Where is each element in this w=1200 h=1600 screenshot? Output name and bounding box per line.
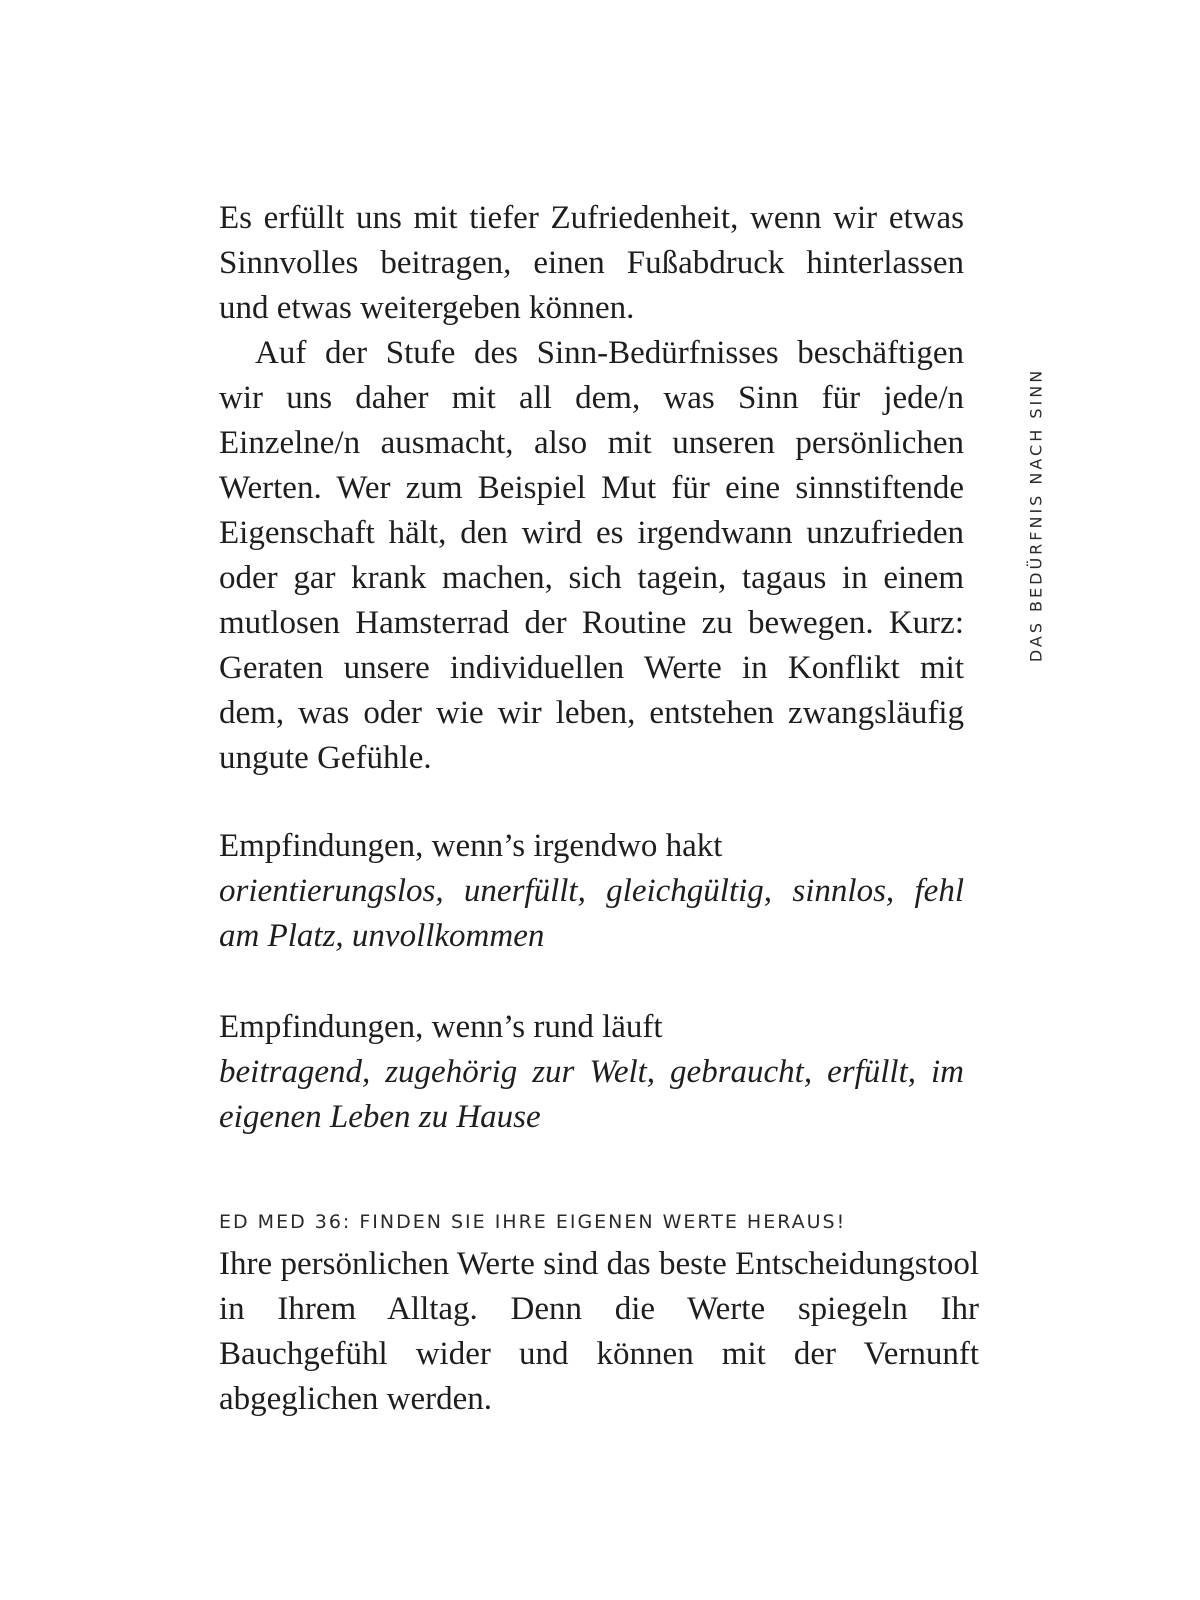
feelings-good-list: beitragend, zugehörig zur Welt, gebraucht, erfüllt, im eigenen Leben zu Hause [219, 1054, 964, 1135]
feelings-bad-list: orientierungslos, unerfüllt, gleichgültig, sinnlos, fehl am Platz, unvollkommen [219, 873, 964, 954]
feelings-good-section [219, 1005, 964, 1140]
exercise-heading: ED MED 36: FINDEN SIE IHRE EIGENEN WERTE HERAUS! [219, 1211, 847, 1233]
feelings-good-title: Empfindungen, wenn’s rund läuft [219, 1009, 663, 1045]
feelings-bad-section [219, 824, 964, 959]
feelings-bad-title: Empfindungen, wenn’s irgendwo hakt [219, 828, 723, 864]
intro-paragraph-2: Auf der Stufe des Sinn-Bedürfnisses beschäftigen wir uns daher mit all dem, was Sinn für jede/n Einzelne/n ausmacht, also mit unseren persönlichen Werten. Wer zum Beispiel Mut für eine sinnstiftende Eigenschaft hält, den wird es irgendwann unzufrieden oder gar krank machen, sich tagein, tagaus in einem mutlosen Hamsterrad der Routine zu bewegen. Kurz: Geraten unsere individuellen Werte in Konflikt mit dem, was oder wie wir leben, entstehen zwangsläufig ungute Gefühle. [219, 335, 964, 776]
intro-section [219, 196, 964, 781]
exercise-text: Ihre persönlichen Werte sind das beste Entscheidungstool in Ihrem Alltag. Denn die Werte spiegeln Ihr Bauchgefühl wider und können mit der Vernunft abgeglichen werden. [219, 1246, 979, 1417]
intro-paragraph-1: Es erfüllt uns mit tiefer Zufriedenheit, wenn wir etwas Sinnvolles beitragen, einen Fußabdruck hinterlassen und etwas weitergeben können. [219, 200, 964, 326]
running-head [1012, 355, 1060, 675]
running-head-text: DAS BEDÜRFNIS NACH SINN [1026, 367, 1046, 663]
exercise-section [219, 1207, 979, 1422]
